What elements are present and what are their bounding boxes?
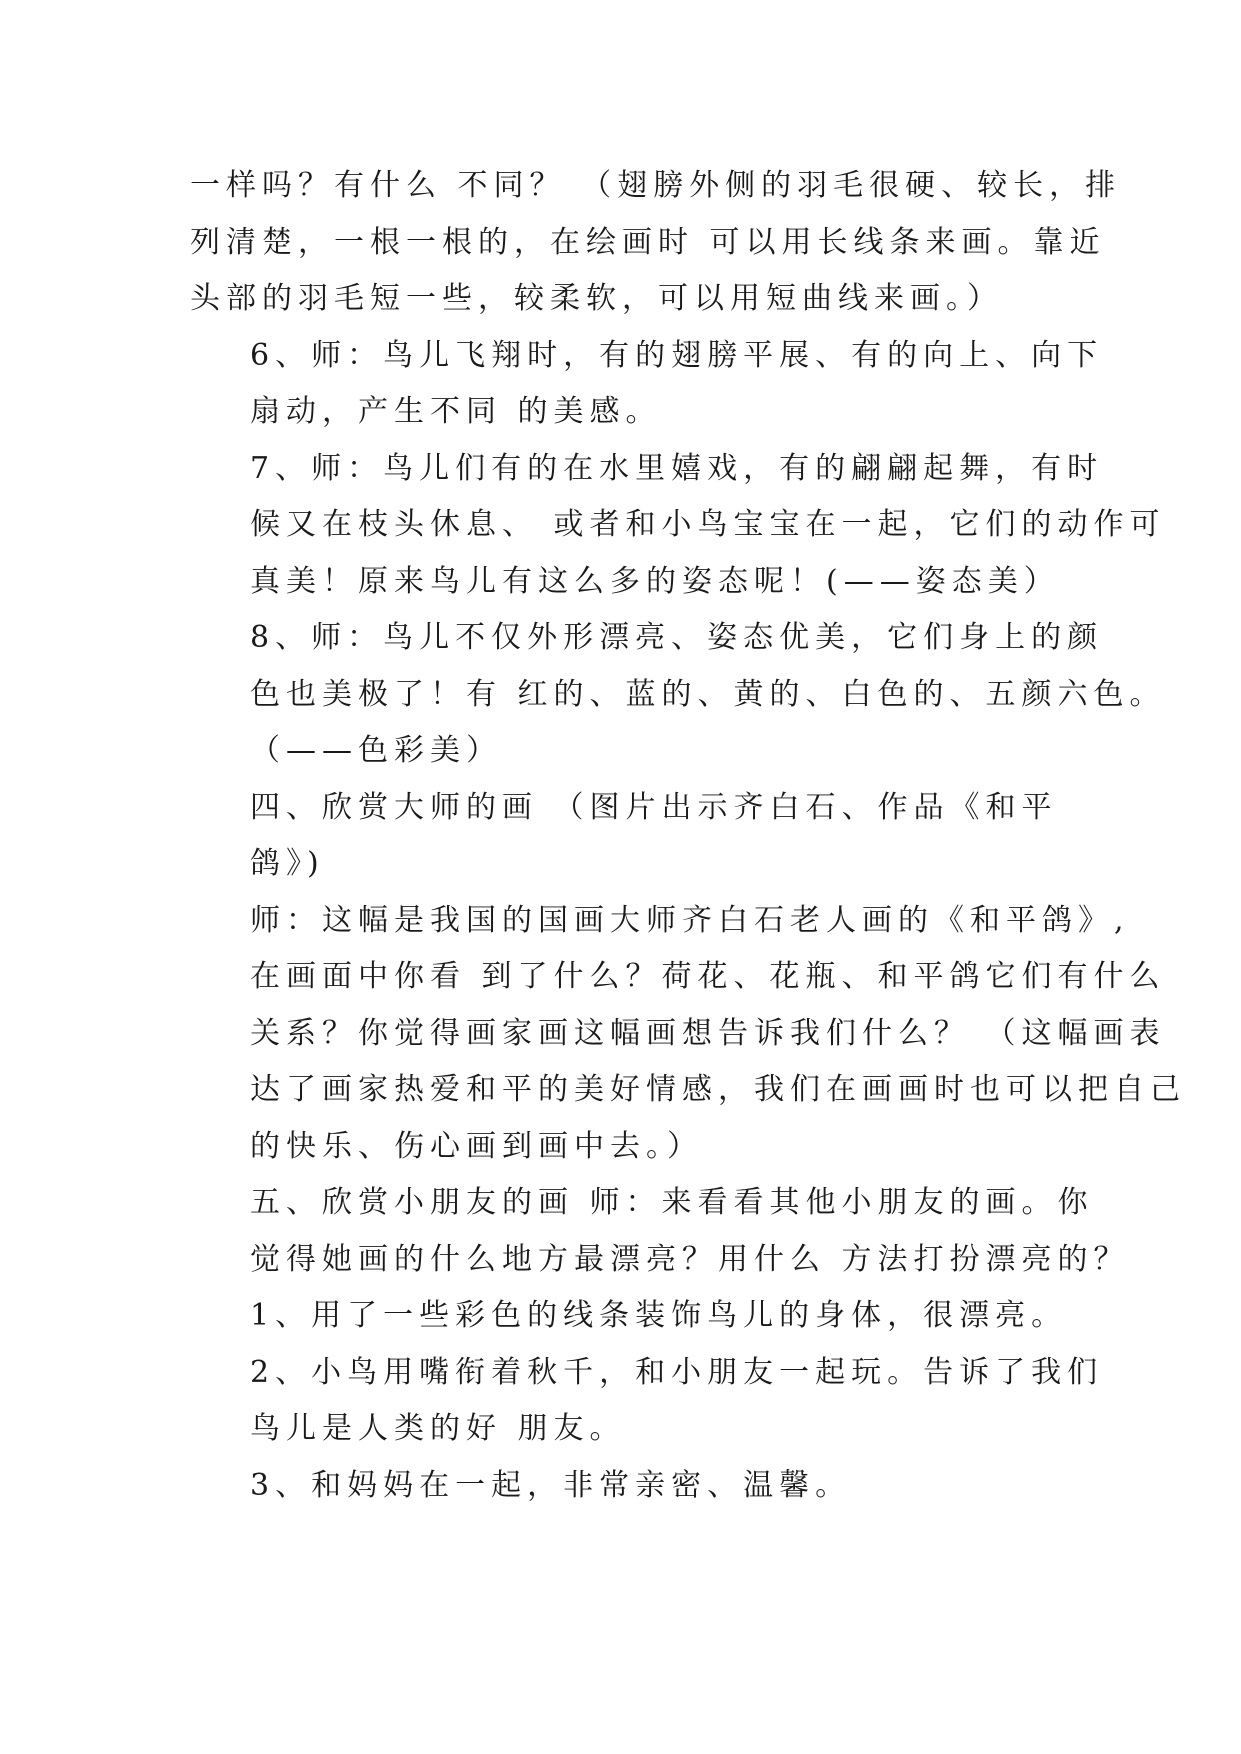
list-item-2 bbox=[190, 1345, 1104, 1458]
text-line: 7、师：鸟儿们有的在水里嬉戏，有的翩翩起舞，有时 bbox=[250, 450, 1104, 486]
document-body bbox=[190, 158, 1186, 1514]
list-item-3 bbox=[190, 1458, 1050, 1515]
text-line: 鸽》) bbox=[250, 846, 325, 881]
text-line: 1、用了一些彩色的线条装饰鸟儿的身体，很漂亮。 bbox=[250, 1298, 1068, 1333]
text-line: 关系？你觉得画家画这幅画想告诉我们什么？ （这幅画表 bbox=[250, 1015, 1166, 1051]
text-line: （——色彩美） bbox=[250, 733, 502, 768]
paragraph-peace-dove bbox=[190, 893, 1186, 1176]
paragraph-item-7 bbox=[190, 441, 1166, 611]
text-line: 五、欣赏小朋友的画 师：来看看其他小朋友的画。你 bbox=[250, 1185, 1094, 1220]
text-line: 3、和妈妈在一起，非常亲密、温馨。 bbox=[250, 1467, 852, 1503]
text-line: 头部的羽毛短一些，较柔软，可以用短曲线来画。） bbox=[190, 281, 1003, 316]
paragraph-item-6 bbox=[190, 328, 1104, 441]
list-item-1 bbox=[190, 1288, 1068, 1345]
text-line: 8、师：鸟儿不仅外形漂亮、姿态优美，它们身上的颜 bbox=[250, 620, 1104, 655]
paragraph-item-8 bbox=[190, 610, 1166, 780]
paragraph-wing-feathers bbox=[190, 158, 1122, 328]
section-heading-master-painting bbox=[190, 780, 1058, 893]
text-line: 候又在枝头休息、 或者和小鸟宝宝在一起，它们的动作可 bbox=[250, 507, 1166, 542]
text-line: 一样吗？有什么 不同？ （翅膀外侧的羽毛很硬、较长，排 bbox=[190, 168, 1122, 203]
text-line: 真美！原来鸟儿有这么多的姿态呢！(——姿态美） bbox=[250, 563, 1060, 599]
text-line: 四、欣赏大师的画 （图片出示齐白石、作品《和平 bbox=[250, 789, 1058, 825]
text-line: 达了画家热爱和平的美好情感，我们在画画时也可以把自己 bbox=[250, 1072, 1186, 1107]
text-line: 色也美极了！有 红的、蓝的、黄的、白色的、五颜六色。 bbox=[250, 676, 1166, 712]
text-line: 在画面中你看 到了什么？荷花、花瓶、和平鸽它们有什么 bbox=[250, 959, 1166, 994]
text-line: 2、小鸟用嘴衔着秋千，和小朋友一起玩。告诉了我们 bbox=[250, 1354, 1104, 1390]
text-line: 列清楚，一根一根的，在绘画时 可以用长线条来画。靠近 bbox=[190, 224, 1106, 260]
text-line: 觉得她画的什么地方最漂亮？用什么 方法打扮漂亮的？ bbox=[250, 1241, 1130, 1277]
text-line: 的快乐、伤心画到画中去。） bbox=[250, 1128, 703, 1164]
text-line: 师：这幅是我国的国画大师齐白石老人画的《和平鸽》, bbox=[250, 902, 1130, 938]
text-line: 鸟儿是人类的好 朋友。 bbox=[250, 1411, 626, 1446]
text-line: 扇动，产生不同 的美感。 bbox=[250, 394, 662, 429]
section-heading-children-painting bbox=[190, 1175, 1130, 1288]
text-line: 6、师：鸟儿飞翔时，有的翅膀平展、有的向上、向下 bbox=[250, 337, 1104, 373]
